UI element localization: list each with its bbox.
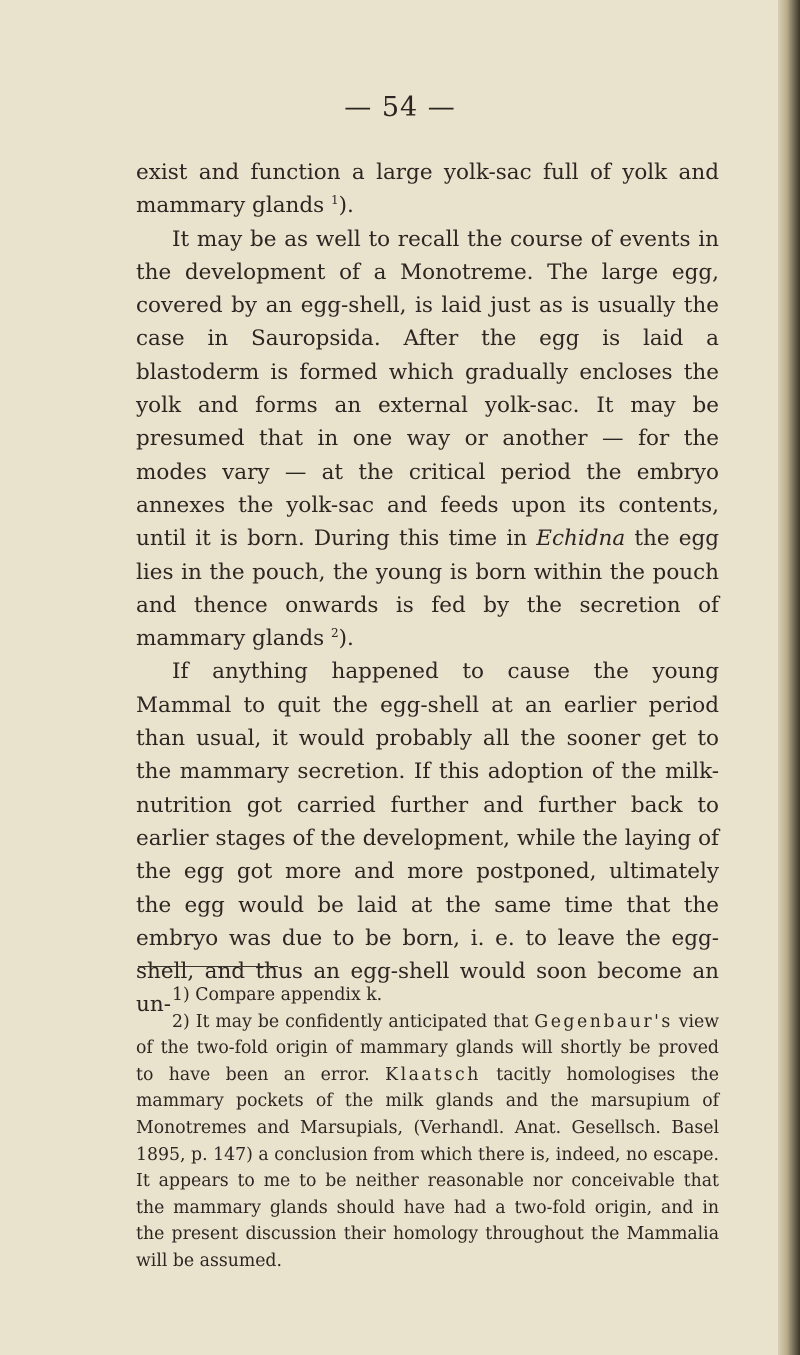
footnotes <box>136 982 719 1275</box>
page-number: — 54 — <box>344 92 456 123</box>
paragraph-3: If anything happened to cause the young Mammal to quit the egg-shell at an earlier period than usual, it would probably all the sooner get to the mammary secretion. If this adoption of the milk-nutrition got carried further and further back to earlier stages of the development, while the laying of the egg got more and more postponed, ultimately the egg would be laid at the same time that the embryo was due to be born, i. e. to leave the egg-shell, and thus an egg-shell would soon become an un- <box>136 659 719 1018</box>
paragraph-2-end: ). <box>338 626 354 652</box>
author-name-gegenbaur: Gegenbaur's <box>534 1011 673 1032</box>
body-text <box>136 156 719 1022</box>
paragraph-2 <box>136 223 719 656</box>
footnote-1: 1) Compare appendix k. <box>172 985 383 1005</box>
footnote-2 <box>136 1009 719 1275</box>
paragraph-2-text: It may be as well to recall the course of events in the development of a Monotreme. The large egg, covered by an egg-shell, is laid just as is usually the case in Sauropsida. After the egg is laid a blastoderm is formed which gradually encloses the yolk and forms an external yolk-sac. It may be presumed that in one way or another — for the modes vary — at the critical period the embryo annexes the yolk-sac and feeds upon its contents, until it is born. During this time in <box>136 226 719 552</box>
paragraph-2-text-cont: the egg lies in the pouch, the young is born within the pouch and thence onwards is fed by the secretion of mammary glands <box>136 526 719 652</box>
footnote-divider <box>138 966 278 967</box>
page-edge-shadow <box>778 0 800 1355</box>
paragraph-2-italic: Echidna <box>536 526 626 552</box>
footnote-2-text-cont: view of the two-fold origin of mammary glands will shortly be proved to have been an error. <box>136 1011 719 1085</box>
paragraph-1-end: ). <box>338 193 354 219</box>
footnote-ref-2: 2 <box>331 626 339 640</box>
footnote-ref-1: 1 <box>331 193 339 208</box>
paragraph-1 <box>136 156 719 223</box>
paragraph-1-text: exist and function a large yolk-sac full of yolk and mammary glands <box>136 160 719 219</box>
footnote-2-text-end: tacitly homologises the mammary pockets of the milk glands and the marsupium of Monotremes and Marsupials, (Verhandl. Anat. Gesellsch. Basel 1895, p. 147) a conclusion from which there is, indeed, no escape. It appears to me to be neither reasonable nor conceivable that the mammary glands should have had a two-fold origin, and in the present discussion their homology throughout the Mammalia will be assumed. <box>136 1064 720 1271</box>
footnote-2-text: 2) It may be confidently anticipated that <box>172 1011 529 1032</box>
author-name-klaatsch: Klaatsch <box>385 1064 481 1085</box>
